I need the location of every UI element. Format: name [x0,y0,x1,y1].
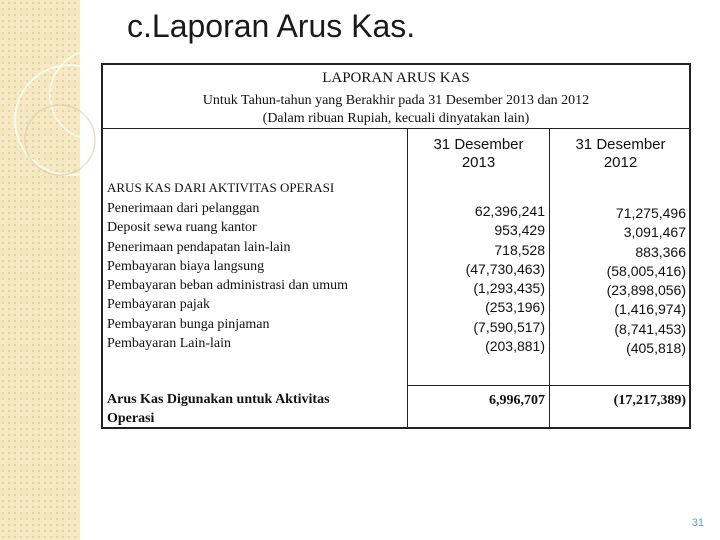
report-subtitle: Untuk Tahun-tahun yang Berakhir pada 31 Desember 2013 dan 2012 [202,93,590,108]
row-label: Deposit sewa ruang kantor [107,220,257,236]
value-2012: (23,898,056) [606,282,686,299]
value-2013: (253,196) [485,299,545,316]
row-label: Pembayaran beban administrasi dan umum [107,278,349,294]
row-label: Penerimaan pendapatan lain-lain [107,239,291,255]
total-divider [407,385,691,386]
row-labels [107,199,348,353]
report-title: LAPORAN ARUS KAS [322,70,470,86]
column-header-2012-line2: 2012 [603,154,638,171]
row-label: Pembayaran pajak [107,297,211,313]
total-2013: 6,996,707 [489,393,545,408]
value-2012: 883,366 [635,243,686,260]
value-2012: (58,005,416) [606,262,686,279]
value-2012: (405,818) [626,340,686,357]
cash-flow-report [101,63,691,429]
value-2013: (7,590,517) [473,318,545,335]
column-header-2013-line2: 2013 [461,154,496,171]
slide-title: c.Laporan Arus Kas. [127,8,416,44]
value-2012: (1,416,974) [614,301,686,318]
row-label: Pembayaran Lain-lain [107,336,232,352]
row-label: Penerimaan dari pelanggan [107,201,260,216]
page-number: 31 [691,517,704,529]
value-2013: 953,429 [494,222,545,239]
column-header-2013 [408,136,549,172]
row-label: Pembayaran bunga pinjaman [107,316,270,332]
value-2013: (1,293,435) [473,280,545,297]
header-divider [103,128,689,129]
column-header-2012-line1: 31 Desember [575,136,666,153]
section-title: ARUS KAS DARI AKTIVITAS OPERASI [107,180,335,195]
value-2013: (203,881) [485,338,545,355]
values-2012 [550,204,686,358]
value-2012: (8,741,453) [614,320,686,337]
values-2013 [408,202,545,356]
value-2013: 62,396,241 [474,203,545,219]
column-header-2013-line1: 31 Desember [433,136,524,153]
total-label: Arus Kas Digunakan untuk Aktivitas Operasi [107,392,330,426]
value-2013: 718,528 [494,241,545,258]
total-2012: (17,217,389) [613,393,686,408]
report-note: (Dalam ribuan Rupiah, kecuali dinyatakan lain) [262,111,530,126]
value-2012: 3,091,467 [623,224,686,241]
value-2013: (47,730,463) [465,260,545,277]
column-header-2012 [550,136,691,172]
value-2012: 71,275,496 [615,205,686,221]
row-label: Pembayaran biaya langsung [107,258,265,274]
